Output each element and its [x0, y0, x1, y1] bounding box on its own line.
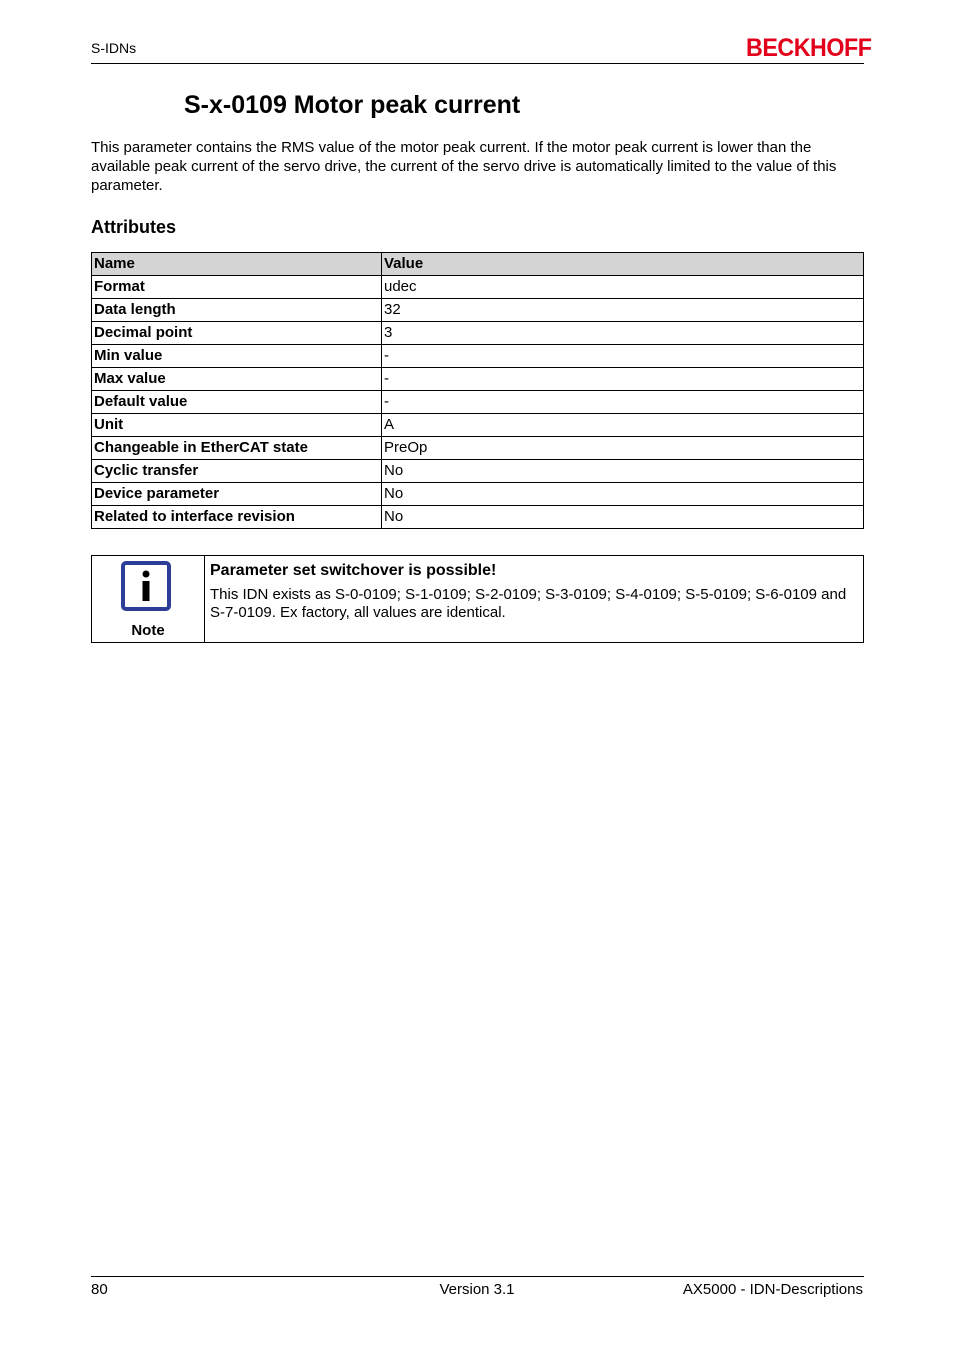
row-name: Decimal point [92, 322, 382, 345]
attributes-table [91, 252, 864, 529]
table-header-row [92, 253, 864, 276]
row-value: A [382, 414, 864, 437]
row-value: No [382, 483, 864, 506]
table-row [92, 299, 864, 322]
info-icon [121, 561, 171, 611]
column-header-name: Name [92, 253, 382, 276]
note-title: Parameter set switchover is possible! [210, 562, 497, 579]
table-row [92, 276, 864, 299]
header-section-label: S-IDNs [91, 40, 137, 56]
table-row [92, 322, 864, 345]
footer-version: Version 3.1 [439, 1281, 515, 1298]
row-value: 32 [382, 299, 864, 322]
note-label: Note [131, 622, 165, 639]
row-value: - [382, 345, 864, 368]
beckhoff-logo: BECKHOFF [746, 34, 872, 62]
row-value: PreOp [382, 437, 864, 460]
page-title: S-x-0109 Motor peak current [184, 91, 521, 119]
note-box [91, 555, 864, 643]
table-row [92, 368, 864, 391]
note-content [205, 556, 863, 642]
row-name: Unit [92, 414, 382, 437]
row-name: Max value [92, 368, 382, 391]
intro-paragraph: This parameter contains the RMS value of the motor peak current. If the motor peak current is lower than the available peak current of the servo drive, the current of the servo drive is automatically limited to the value of this parameter. [91, 139, 837, 194]
row-value: 3 [382, 322, 864, 345]
row-name: Related to interface revision [92, 506, 382, 529]
row-name: Min value [92, 345, 382, 368]
row-value: - [382, 391, 864, 414]
row-value: No [382, 506, 864, 529]
row-name: Default value [92, 391, 382, 414]
table-row [92, 391, 864, 414]
row-value: udec [382, 276, 864, 299]
row-value: - [382, 368, 864, 391]
row-name: Changeable in EtherCAT state [92, 437, 382, 460]
header-divider [91, 63, 864, 64]
table-row [92, 483, 864, 506]
row-name: Format [92, 276, 382, 299]
table-row [92, 414, 864, 437]
row-name: Data length [92, 299, 382, 322]
table-row [92, 460, 864, 483]
attributes-heading: Attributes [91, 217, 176, 237]
note-icon-cell [92, 556, 205, 642]
note-text: This IDN exists as S-0-0109; S-1-0109; S-2-0109; S-3-0109; S-4-0109; S-5-0109; S-6-0109 and S-7-0109. Ex factory, all values are identical. [210, 586, 847, 621]
footer-document-title: AX5000 - IDN-Descriptions [682, 1281, 863, 1298]
table-row [92, 506, 864, 529]
row-name: Cyclic transfer [92, 460, 382, 483]
footer-divider [91, 1276, 864, 1277]
column-header-value: Value [382, 253, 864, 276]
row-value: No [382, 460, 864, 483]
footer-page-number: 80 [91, 1281, 108, 1298]
row-name: Device parameter [92, 483, 382, 506]
table-row [92, 437, 864, 460]
table-row [92, 345, 864, 368]
